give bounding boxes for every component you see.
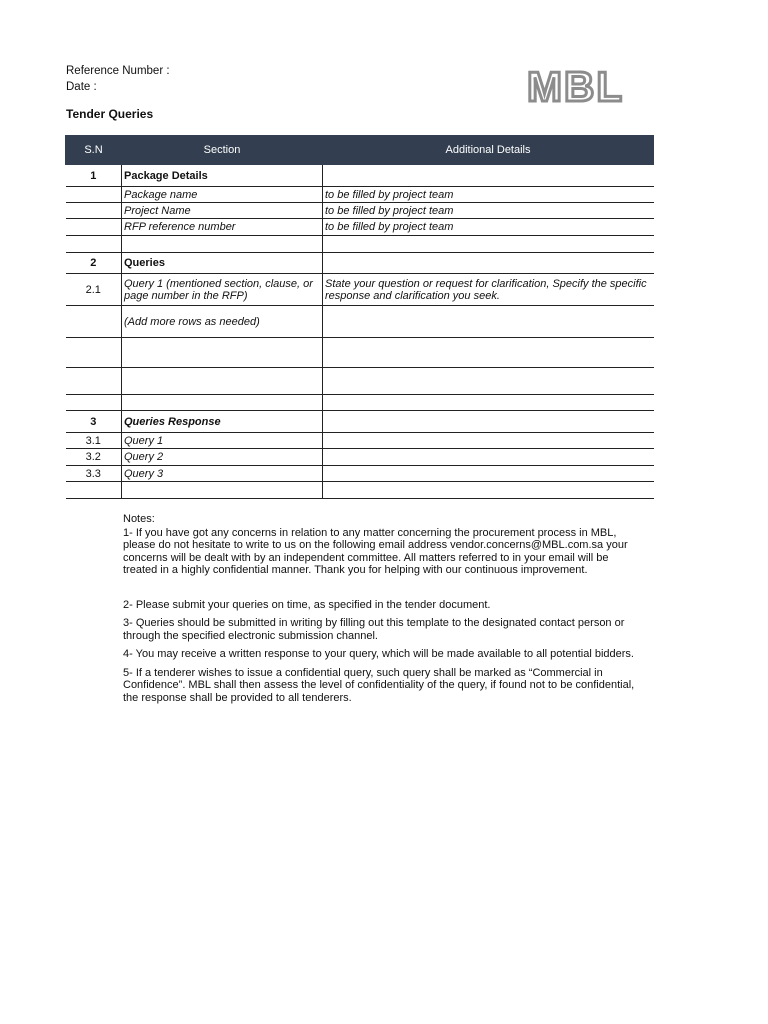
row-details [323, 306, 654, 338]
table-row [66, 236, 654, 253]
note-item: 3- Queries should be submitted in writing by filling out this template to the designated contact person or through the specified electronic submission channel. [123, 617, 625, 642]
row-details: to be filled by project team [323, 203, 654, 219]
column-header-details: Additional Details [323, 136, 654, 165]
table-row [66, 219, 654, 236]
table-row [66, 306, 654, 338]
date-label: Date : [66, 81, 97, 93]
note-item: 5- If a tenderer wishes to issue a confidential query, such query shall be marked as “Commercial in Confidence”. MBL shall then assess the level of confidentiality of the query, if found not to be confidential, the response shall be provided to all tenderers. [123, 666, 635, 704]
row-section [122, 395, 323, 411]
row-details [323, 253, 654, 274]
note-item: 2- Please submit your queries on time, as specified in the tender document. [123, 598, 491, 611]
section-title: Queries [122, 253, 323, 274]
table-row [66, 411, 654, 433]
row-details [323, 368, 654, 395]
row-sn: 3.1 [66, 433, 122, 449]
row-section [122, 368, 323, 395]
row-details: to be filled by project team [323, 219, 654, 236]
column-header-sn: S.N [66, 136, 122, 165]
note-item: 1- If you have got any concerns in relation to any matter concerning the procurement process in MBL, please do not hesitate to write to us on the following email address vendor.concerns@MBL.com.sa your concerns will be dealt with by an independent committee. All matters referred to in your email will be treated in a highly confidential manner. Thank you for helping with our continuous improvement. [123, 526, 628, 576]
row-sn: 3.2 [66, 449, 122, 466]
table-row [66, 368, 654, 395]
row-details [323, 165, 654, 187]
row-details [323, 338, 654, 368]
column-header-section: Section [122, 136, 323, 165]
row-section: Query 2 [122, 449, 323, 466]
row-sn: 2.1 [66, 274, 122, 306]
row-sn [66, 338, 122, 368]
row-details: to be filled by project team [323, 187, 654, 203]
row-section: Query 1 [122, 433, 323, 449]
row-details [323, 395, 654, 411]
table-row [66, 482, 654, 499]
table-row [66, 165, 654, 187]
page-title: Tender Queries [66, 107, 154, 121]
row-section: Package name [122, 187, 323, 203]
row-section [122, 236, 323, 253]
row-section: Query 3 [122, 466, 323, 482]
row-details [323, 411, 654, 433]
row-sn [66, 219, 122, 236]
table-row [66, 433, 654, 449]
notes-section [123, 513, 643, 704]
row-details [323, 236, 654, 253]
table-row [66, 466, 654, 482]
row-sn: 3.3 [66, 466, 122, 482]
table-row [66, 203, 654, 219]
row-section: Query 1 (mentioned section, clause, or page number in the RFP) [122, 274, 323, 306]
row-sn [66, 306, 122, 338]
row-details: State your question or request for clarification, Specify the specific response and clarification you seek. [323, 274, 654, 306]
row-sn [66, 395, 122, 411]
note-item: 4- You may receive a written response to your query, which will be made available to all potential bidders. [123, 648, 634, 660]
tender-queries-table [65, 135, 654, 499]
row-sn: 3 [66, 411, 122, 433]
row-details [323, 482, 654, 499]
row-section [122, 338, 323, 368]
section-title: Queries Response [122, 411, 323, 433]
row-sn: 1 [66, 165, 122, 187]
section-title: Package Details [122, 165, 323, 187]
row-details [323, 449, 654, 466]
row-details [323, 433, 654, 449]
table-row [66, 449, 654, 466]
row-sn [66, 368, 122, 395]
table-header-row [66, 136, 654, 165]
reference-number-label: Reference Number : [66, 65, 170, 77]
notes-heading: Notes: [123, 513, 155, 525]
row-sn [66, 482, 122, 499]
table-row [66, 187, 654, 203]
table-row [66, 338, 654, 368]
row-section [122, 482, 323, 499]
mbl-logo: MBL [527, 63, 624, 110]
row-sn: 2 [66, 253, 122, 274]
row-sn [66, 203, 122, 219]
table-row [66, 253, 654, 274]
row-section: RFP reference number [122, 219, 323, 236]
row-details [323, 466, 654, 482]
row-sn [66, 187, 122, 203]
table-row [66, 274, 654, 306]
row-section: (Add more rows as needed) [122, 306, 323, 338]
table-row [66, 395, 654, 411]
row-section: Project Name [122, 203, 323, 219]
row-sn [66, 236, 122, 253]
